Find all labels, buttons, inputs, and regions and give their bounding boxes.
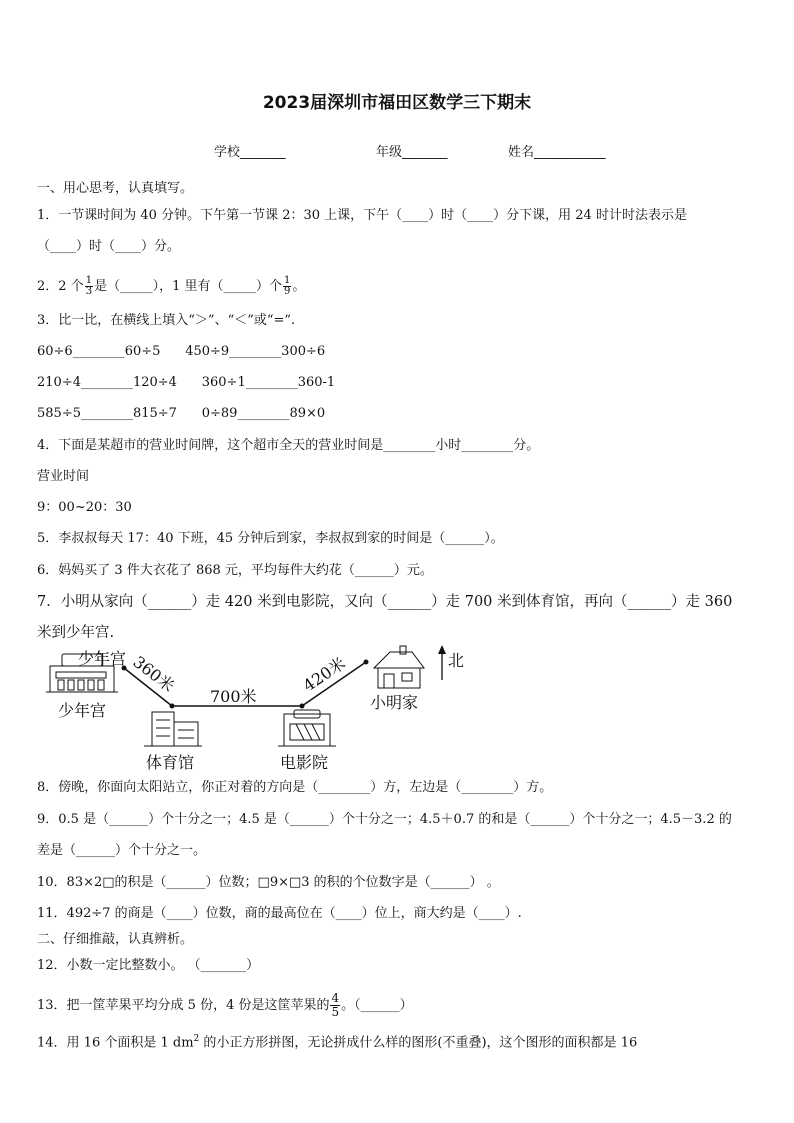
north-label: 北 (448, 651, 465, 670)
question-14-part-1: 14．用 16 个面积是 1 dm (37, 1035, 194, 1051)
question-2-part-3: 。 (292, 279, 306, 294)
north-arrow-icon (438, 645, 446, 680)
question-6: 6．妈妈买了 3 件大衣花了 868 元，平均每件大约花（______）元。 (37, 563, 433, 578)
question-10: 10．83×2□的积是（______）位数；□9×□3 的积的个位数字是（______） 。 (37, 875, 500, 890)
question-2 (37, 276, 305, 297)
school-field: 学校_______ (214, 145, 286, 160)
question-8: 8．傍晚，你面向太阳站立，你正对着的方向是（________）方，左边是（________）方。 (37, 780, 553, 795)
fraction-denominator: 5 (331, 1005, 340, 1019)
point-gym (170, 704, 175, 709)
question-3-row-2: 210÷4________120÷4 360÷1________360-1 (37, 375, 336, 390)
question-3-intro: 3．比一比，在横线上填入“＞”、“＜”或“=”. (37, 313, 296, 328)
page-title: 2023届深圳市福田区数学三下期末 (262, 93, 532, 113)
grade-field: 年级_______ (376, 145, 448, 160)
question-3-row-3: 585÷5________815÷7 0÷89________89×0 (37, 406, 326, 421)
section-1-heading: 一、用心思考，认真填写。 (37, 181, 194, 196)
question-9-line-1: 9．0.5 是（______）个十分之一；4.5 是（______）个十分之一；4.5＋0.7 的和是（______）个十分之一；4.5－3.2 的 (37, 812, 732, 827)
label-gym: 体育馆 (146, 753, 195, 772)
sign-hours: 9：00~20：30 (37, 500, 132, 515)
fraction-numerator: 1 (283, 275, 291, 286)
question-12: 12．小数一定比整数小。 （_______） (37, 958, 260, 973)
fraction-numerator: 4 (331, 991, 340, 1005)
label-cinema: 电影院 (280, 753, 329, 772)
fraction-one-ninth (283, 276, 291, 297)
gym-icon (144, 712, 202, 746)
route-map (40, 640, 480, 775)
name-field: 姓名___________ (508, 145, 606, 160)
superscript-2: 2 (193, 1034, 200, 1044)
fraction-four-fifths (330, 992, 340, 1019)
fraction-one-third (85, 276, 93, 297)
question-13 (37, 992, 413, 1019)
section-2-heading: 二、仔细推敲，认真辨析。 (37, 932, 194, 947)
label-home: 小明家 (370, 693, 419, 712)
cinema-icon (278, 710, 336, 746)
question-5: 5．李叔叔每天 17：40 下班，45 分钟后到家，李叔叔到家的时间是（______）。 (37, 531, 504, 546)
question-4: 4．下面是某超市的营业时间牌，这个超市全天的营业时间是________小时________分。 (37, 438, 540, 453)
distance-700: 700米 (210, 687, 257, 706)
question-14 (37, 1031, 637, 1051)
question-3-row-1: 60÷6________60÷5 450÷9________300÷6 (37, 344, 326, 359)
question-13-part-2: 。（______） (341, 998, 413, 1013)
point-home (364, 660, 369, 665)
question-7-line-1: 7．小明从家向（______）走 420 米到电影院，又向（______）走 700 米到体育馆，再向（______）走 360 (37, 594, 733, 610)
question-1-line-1: 1．一节课时间为 40 分钟。下午第一节课 2：30 上课，下午（____）时（____）分下课，用 24 时计时法表示是 (37, 208, 687, 223)
distance-360: 360米 (129, 652, 178, 696)
home-icon (374, 646, 424, 688)
question-2-part-2: 是（_____），1 里有（_____）个 (94, 279, 282, 294)
fraction-numerator: 1 (85, 275, 93, 286)
question-1-line-2: （____）时（____）分。 (37, 239, 181, 254)
distance-420: 420米 (299, 653, 349, 696)
question-14-part-2: 的小正方形拼图，无论拼成什么样的图形(不重叠)，这个图形的面积都是 16 (199, 1035, 638, 1051)
palace-sign: 少年宫 (78, 649, 127, 668)
label-youth-palace: 少年宫 (58, 701, 107, 720)
question-11: 11．492÷7 的商是（____）位数，商的最高位在（____）位上，商大约是（____）. (37, 906, 522, 921)
fraction-denominator: 9 (283, 286, 291, 297)
sign-title: 营业时间 (37, 469, 90, 484)
question-2-part-1: 2．2 个 (37, 279, 84, 294)
question-9-line-2: 差是（______）个十分之一。 (37, 843, 207, 858)
point-cinema (300, 704, 305, 709)
question-7-line-2: 米到少年宫. (37, 625, 115, 641)
question-13-part-1: 13．把一筐苹果平均分成 5 份，4 份是这筐苹果的 (37, 998, 330, 1013)
fraction-denominator: 3 (85, 286, 93, 297)
